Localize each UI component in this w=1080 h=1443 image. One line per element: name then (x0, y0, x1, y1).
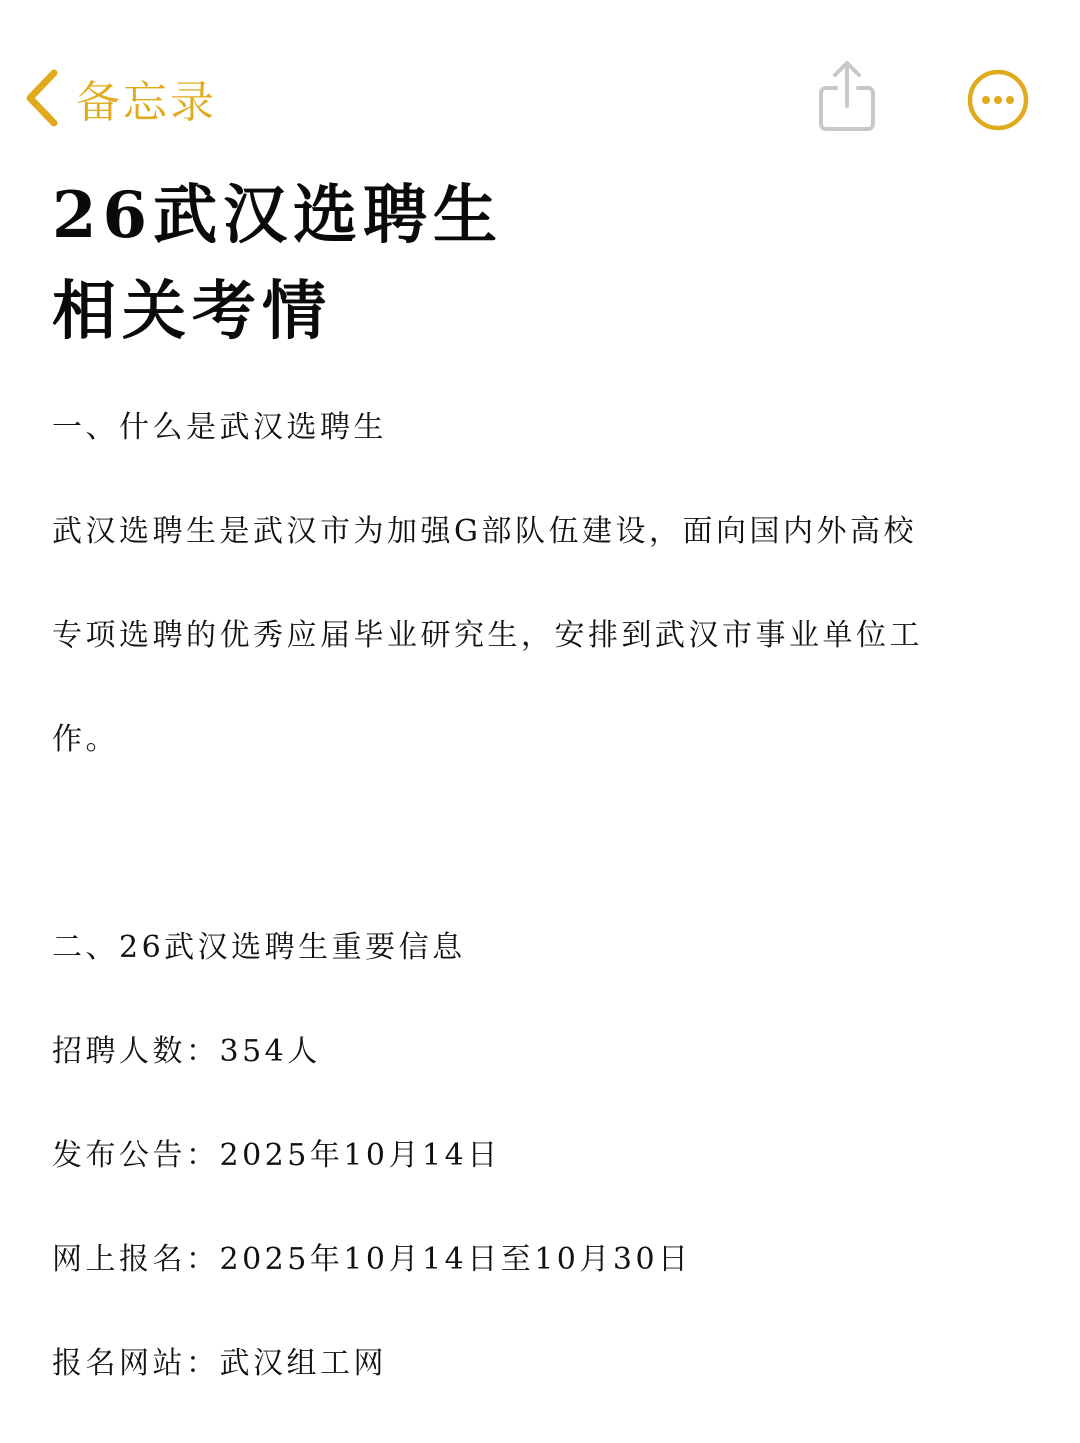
more-button[interactable] (966, 68, 1030, 132)
share-icon (814, 119, 880, 138)
note-title[interactable] (52, 168, 503, 360)
ellipsis-circle-icon (966, 117, 1030, 136)
note-title-line-2: 相关考情 (52, 274, 332, 349)
back-button-label: 备忘录 (76, 77, 217, 128)
info-registration-period: 网上报名：2025年10月14日至10月30日 (52, 1242, 692, 1277)
section-1-heading: 一、什么是武汉选聘生 (52, 410, 387, 445)
note-title-line-1: 26武汉选聘生 (52, 178, 504, 253)
section-2-heading: 二、26武汉选聘生重要信息 (52, 930, 466, 965)
info-recruit-count: 招聘人数：354人 (52, 1034, 321, 1069)
section-1-body-line: 专项选聘的优秀应届毕业研究生，安排到武汉市事业单位工 (52, 618, 923, 653)
note-body[interactable] (52, 398, 1012, 1394)
navigation-bar (0, 0, 1080, 160)
share-button[interactable] (814, 58, 880, 134)
info-announcement-date: 发布公告：2025年10月14日 (52, 1138, 501, 1173)
section-1-body-line: 武汉选聘生是武汉市为加强G部队伍建设，面向国内外高校 (52, 514, 917, 549)
info-registration-website: 报名网站：武汉组工网 (52, 1346, 387, 1381)
back-button[interactable] (22, 66, 217, 130)
chevron-left-icon (22, 68, 62, 128)
section-1-body-line: 作。 (52, 722, 119, 757)
